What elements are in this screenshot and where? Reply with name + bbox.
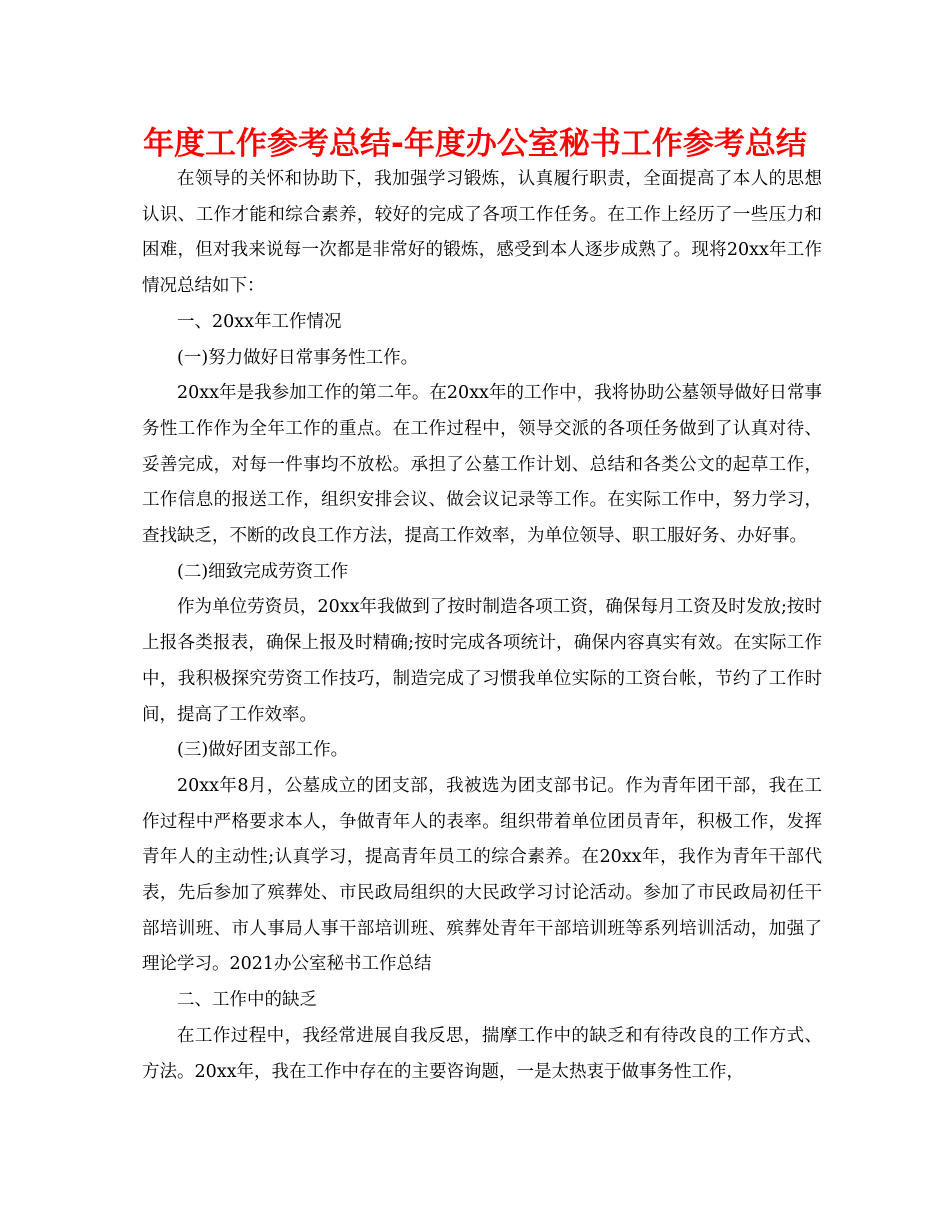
subsection-heading: (一)努力做好日常事务性工作。 <box>177 347 419 368</box>
paragraph: 在领导的关怀和协助下，我加强学习锻炼，认真履行职责，全面提高了本人的思想认识、工作才能和综合素养，较好的完成了各项工作任务。在工作上经历了一些压力和困难，但对我来说每一次都是非常好的锻炼，感受到本人逐步成熟了。现将20xx年工作情况总结如下： <box>142 169 822 297</box>
document-body <box>142 162 822 1090</box>
paragraph: 作为单位劳资员，20xx年我做到了按时制造各项工资，确保每月工资及时发放;按时上报各类报表，确保上报及时精确;按时完成各项统计，确保内容真实有效。在实际工作中，我积极探究劳资工作技巧，制造完成了习惯我单位实际的工资台帐，节约了工作时间，提高了工作效率。 <box>142 597 822 725</box>
document-title: 年度工作参考总结-年度办公室秘书工作参考总结 <box>143 126 807 162</box>
subsection-heading: (三)做好团支部工作。 <box>177 740 349 761</box>
paragraph: 20xx年8月，公墓成立的团支部，我被选为团支部书记。作为青年团干部，我在工作过程中严格要求本人，争做青年人的表率。组织带着单位团员青年，积极工作，发挥青年人的主动性;认真学习，提高青年员工的综合素养。在20xx年，我作为青年干部代表，先后参加了殡葬处、市民政局组织的大民政学习讨论活动。参加了市民政局初任干部培训班、市人事局人事干部培训班、殡葬处青年干部培训班等系列培训活动，加强了理论学习。2021办公室秘书工作总结 <box>142 775 822 975</box>
paragraph: 20xx年是我参加工作的第二年。在20xx年的工作中，我将协助公墓领导做好日常事务性工作作为全年工作的重点。在工作过程中，领导交派的各项任务做到了认真对待、妥善完成，对每一件事均不放松。承担了公墓工作计划、总结和各类公文的起草工作，工作信息的报送工作，组织安排会议、做会议记录等工作。在实际工作中，努力学习，查找缺乏，不断的改良工作方法，提高工作效率，为单位领导、职工服好务、办好事。 <box>142 383 822 547</box>
paragraph: 在工作过程中，我经常进展自我反思，揣摩工作中的缺乏和有待改良的工作方式、方法。20xx年，我在工作中存在的主要咨询题，一是太热衷于做事务性工作， <box>142 1025 822 1082</box>
subsection-heading: (二)细致完成劳资工作 <box>177 561 349 582</box>
section-heading: 二、工作中的缺乏 <box>177 990 317 1011</box>
section-heading: 一、20xx年工作情况 <box>177 311 342 332</box>
